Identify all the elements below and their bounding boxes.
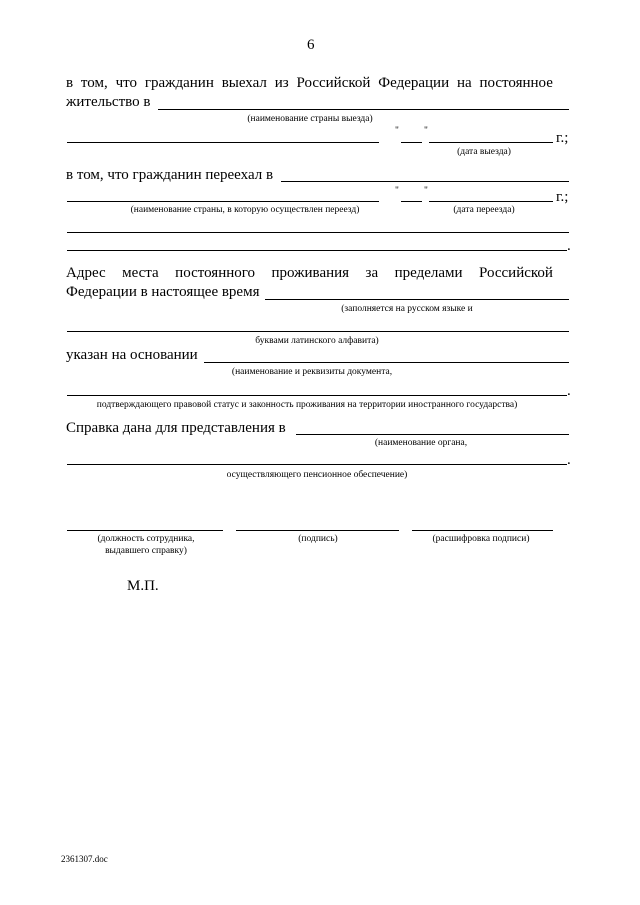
move-day-field[interactable]	[401, 201, 422, 202]
quote-close: "	[424, 186, 428, 196]
word: Российской	[296, 75, 371, 91]
para1-line1	[66, 75, 553, 91]
word: постоянное	[479, 75, 553, 91]
word: места	[122, 265, 159, 281]
word: том,	[80, 75, 108, 91]
destination-country-field[interactable]	[281, 181, 569, 182]
year-suffix: г.;	[556, 130, 569, 146]
caption-destination-country: (наименование страны, в которую осуществлен переезд)	[130, 205, 360, 215]
quote-close: "	[424, 126, 428, 136]
address-field[interactable]	[265, 299, 569, 300]
destination-country-field-continued[interactable]	[67, 201, 379, 202]
word: гражданин	[144, 75, 214, 91]
stamp-place: М.П.	[127, 578, 159, 594]
document-basis-field[interactable]	[204, 362, 569, 363]
address-field-continued[interactable]	[67, 331, 569, 332]
country-exit-field[interactable]	[158, 109, 569, 110]
year-suffix: г.;	[556, 189, 569, 205]
word: постоянного	[175, 265, 256, 281]
blank-line[interactable]	[67, 232, 569, 233]
caption-document: (наименование и реквизиты документа,	[231, 367, 393, 377]
page-number: 6	[307, 37, 315, 53]
word: из	[274, 75, 289, 91]
exit-month-year-field[interactable]	[429, 142, 553, 143]
quote-open: "	[395, 186, 399, 196]
end-period: .	[567, 452, 571, 468]
signature-field[interactable]	[236, 530, 399, 531]
caption-signature-decoding: (расшифровка подписи)	[432, 534, 530, 544]
caption-move-date: (дата переезда)	[453, 205, 515, 215]
country-exit-field-continued[interactable]	[67, 142, 379, 143]
end-period: .	[567, 238, 571, 254]
para3-line1	[66, 265, 553, 281]
document-basis-field-continued[interactable]	[67, 395, 567, 396]
para3-line2-prefix: Федерации в настоящее время	[66, 284, 260, 300]
exit-day-field[interactable]	[401, 142, 422, 143]
para5-line1-prefix: Справка дана для представления в	[66, 420, 286, 436]
caption-position-line1: (должность сотрудника,	[97, 534, 195, 544]
para2-line1-prefix: в том, что гражданин переехал в	[66, 167, 274, 183]
blank-line[interactable]	[67, 250, 567, 251]
recipient-organ-field[interactable]	[296, 434, 569, 435]
caption-organ: (наименование органа,	[374, 438, 468, 448]
caption-pension-provision: осуществляющего пенсионное обеспечение)	[226, 470, 408, 480]
end-period: .	[567, 383, 571, 399]
word: Федерации	[378, 75, 450, 91]
caption-position-line2: выдавшего справку)	[105, 546, 187, 556]
caption-exit-date: (дата выезда)	[457, 147, 511, 157]
signature-decoding-field[interactable]	[412, 530, 553, 531]
caption-latin-letters: буквами латинского алфавита)	[255, 336, 379, 346]
quote-open: "	[395, 126, 399, 136]
caption-legal-status: подтверждающего правовой статус и законность проживания на территории иностранного государства)	[96, 400, 518, 410]
caption-country-exit: (наименование страны выезда)	[247, 114, 373, 124]
caption-address-language: (заполняется на русском языке и	[341, 304, 473, 314]
position-field[interactable]	[67, 530, 223, 531]
footer-filename: 2361307.doc	[61, 854, 108, 864]
word: в	[66, 75, 74, 91]
word: Российской	[479, 265, 553, 281]
para4-line1-prefix: указан на основании	[66, 347, 198, 363]
word: выехал	[221, 75, 267, 91]
word: Адрес	[66, 265, 106, 281]
word: что	[115, 75, 137, 91]
word: на	[456, 75, 472, 91]
word: за	[365, 265, 379, 281]
caption-signature: (подпись)	[298, 534, 338, 544]
move-month-year-field[interactable]	[429, 201, 553, 202]
para1-line2-prefix: жительство в	[66, 94, 151, 110]
recipient-organ-field-continued[interactable]	[67, 464, 567, 465]
word: пределами	[394, 265, 463, 281]
word: проживания	[271, 265, 350, 281]
